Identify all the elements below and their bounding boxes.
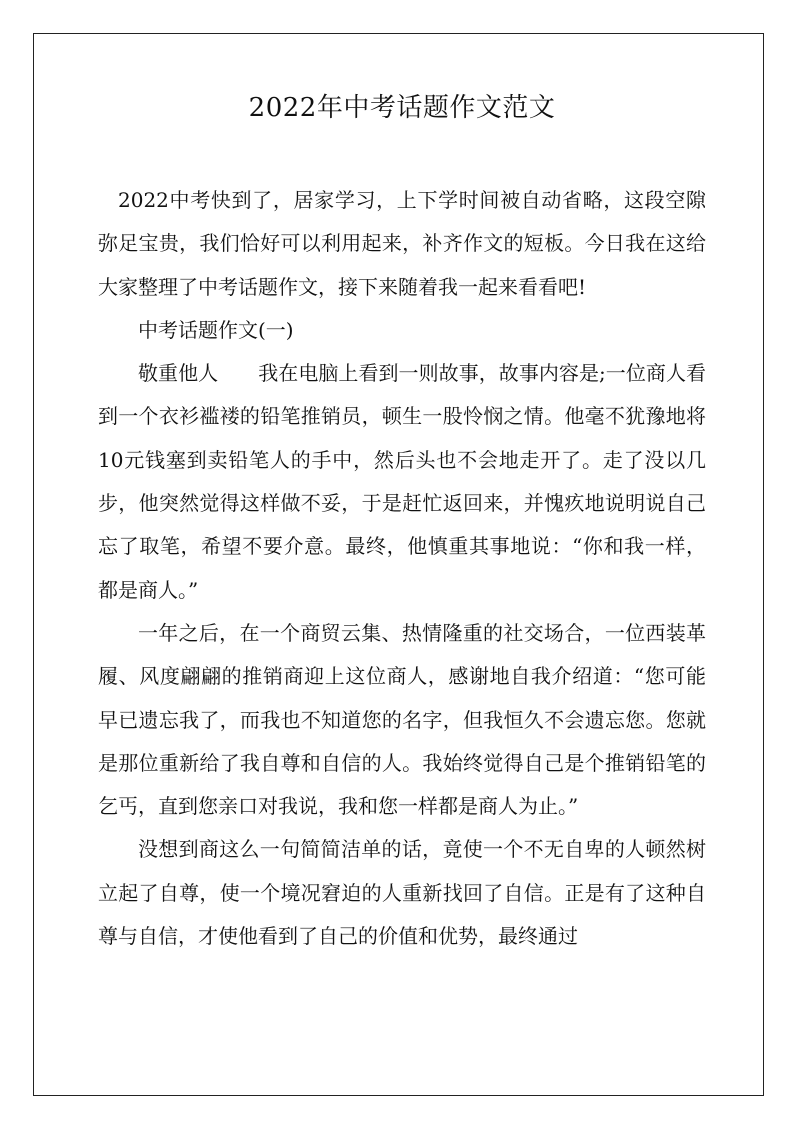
essay-paragraph-2: 一年之后，在一个商贸云集、热情隆重的社交场合，一位西装革履、风度翩翩的推销商迎上这位商人，感谢地自我介绍道：“您可能早已遗忘我了，而我也不知道您的名字，但我恒久不会遗忘您。您就是那位重新给了我自尊和自信的人。我始终觉得自己是个推销铅笔的乞丐，直到您亲口对我说，我和您一样都是商人为止。”: [98, 620, 706, 819]
document-title: 2022年中考话题作文范文: [248, 93, 556, 123]
section-heading: 中考话题作文(一): [138, 317, 294, 342]
document-body: [98, 179, 706, 958]
essay-title: 敬重他人: [138, 361, 219, 386]
essay-paragraph-1: [98, 352, 706, 612]
essay-paragraph-1-text: 我在电脑上看到一则故事，故事内容是;一位商人看到一个衣衫褴褛的铅笔推销员，顿生一股怜悯之情。他毫不犹豫地将10元钱塞到卖铅笔人的手中，然后头也不会地走开了。走了没以几步，他突然觉得这样做不妥，于是赶忙返回来，并愧疚地说明说自己忘了取笔，希望不要介意。最终，他慎重其事地说：“你和我一样，都是商人。”: [98, 361, 706, 602]
document-content: [98, 88, 706, 958]
essay-paragraph-3: 没想到商这么一句简简洁单的话，竟使一个不无自卑的人顿然树立起了自尊，使一个境况窘迫的人重新找回了自信。正是有了这种自尊与自信，才使他看到了自己的价值和优势，最终通过: [98, 837, 706, 949]
intro-paragraph: 2022中考快到了，居家学习，上下学时间被自动省略，这段空隙弥足宝贵，我们恰好可以利用起来，补齐作文的短板。今日我在这给大家整理了中考话题作文，接下来随着我一起来看看吧!: [98, 188, 706, 299]
